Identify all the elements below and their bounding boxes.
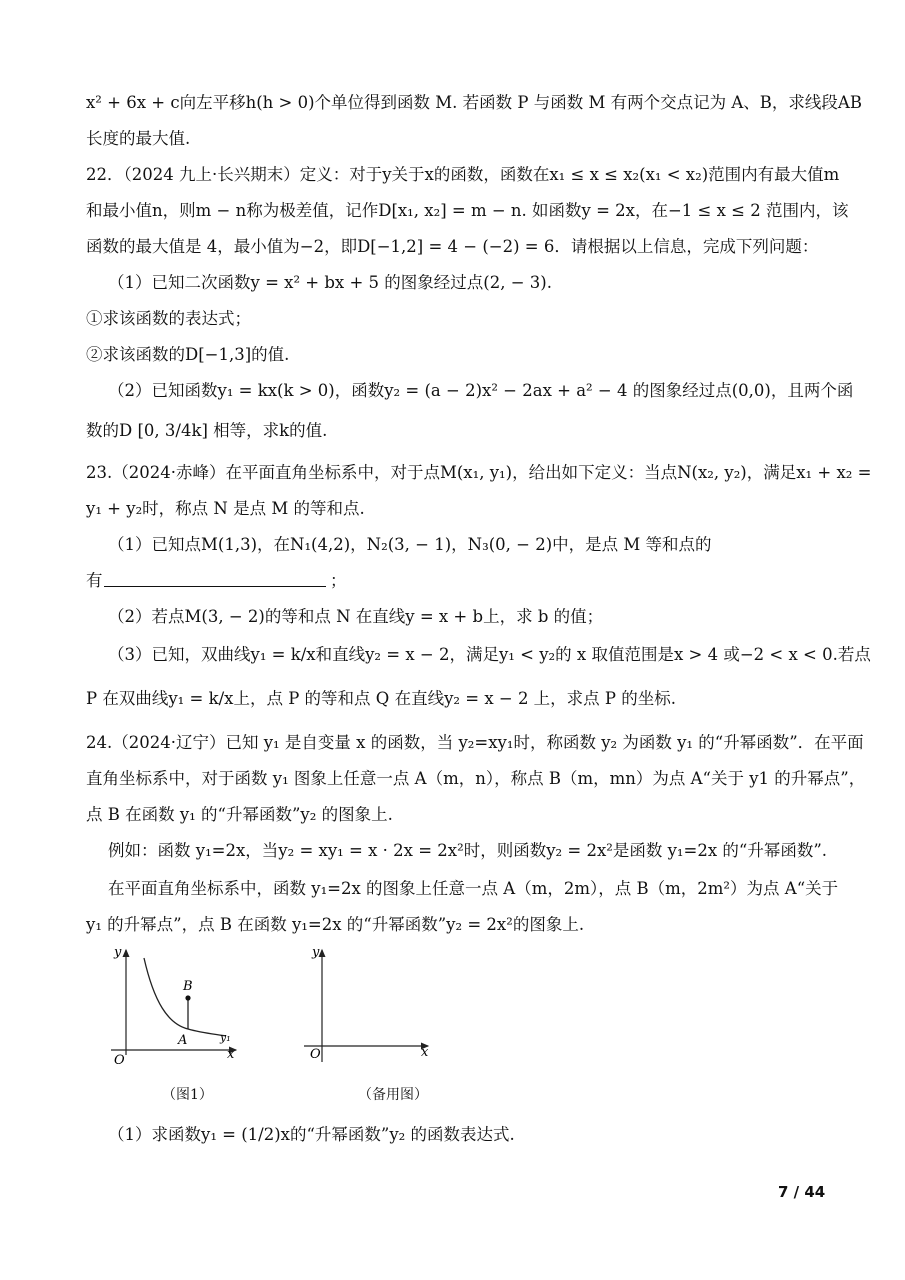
- backup-figure-graph: [296, 940, 446, 1070]
- text-line: 点 B 在函数 y₁ 的“升幂函数”y₂ 的图象上.: [86, 805, 393, 824]
- figure-1-caption: （图1）: [162, 1087, 213, 1103]
- label-y: y: [114, 945, 122, 960]
- text-line: x² + 6x + c向左平移h(h > 0)个单位得到函数 M. 若函数 P 与函数 M 有两个交点记为 A、B，求线段AB: [86, 93, 862, 112]
- label-a: A: [178, 1033, 188, 1048]
- backup-figure-caption: （备用图）: [358, 1087, 428, 1103]
- figure-1-graph: [96, 940, 256, 1070]
- question-23: 23.（2024·赤峰）在平面直角坐标系中，对于点M(x₁, y₁)，给出如下定义：当点N(x₂, y₂)，满足x₁ + x₂ =: [86, 463, 872, 482]
- text-line: ②求该函数的D[−1,3]的值.: [86, 345, 290, 364]
- text-line: 在平面直角坐标系中，函数 y₁=2x 的图象上任意一点 A（m，2m），点 B（m，2m²）为点 A“关于: [108, 879, 839, 898]
- text-line: 直角坐标系中，对于函数 y₁ 图象上任意一点 A（m，n），称点 B（m，mn）为点 A“关于 y1 的升幂点”，: [86, 769, 866, 788]
- label-origin: O: [114, 1053, 125, 1068]
- answer-blank: [104, 586, 326, 587]
- question-22: 22．（2024 九上·长兴期末）定义：对于y关于x的函数，函数在x₁ ≤ x ≤ x₂(x₁ < x₂)范围内有最大值m: [86, 165, 840, 184]
- text-line: 例如：函数 y₁=2x，当y₂ = xy₁ = x · 2x = 2x²时，则函数y₂ = 2x²是函数 y₁=2x 的“升幂函数”.: [108, 841, 828, 860]
- text-line: 数的D [0, 3/4k] 相等，求k的值.: [86, 421, 328, 440]
- label-b: B: [183, 979, 193, 994]
- label-origin: O: [310, 1047, 321, 1062]
- text-line: （3）已知，双曲线y₁ = k/x和直线y₂ = x − 2，满足y₁ < y₂的 x 取值范围是x > 4 或−2 < x < 0.若点: [108, 645, 871, 664]
- text-line: ；: [330, 571, 347, 590]
- question-24: 24.（2024·辽宁）已知 y₁ 是自变量 x 的函数，当 y₂=xy₁时，称函数 y₂ 为函数 y₁ 的“升幂函数”．在平面: [86, 733, 864, 752]
- text-line: （2）已知函数y₁ = kx(k > 0)，函数y₂ = (a − 2)x² − 2ax + a² − 4 的图象经过点(0,0)，且两个函: [108, 381, 854, 400]
- text-line: y₁ + y₂时，称点 N 是点 M 的等和点.: [86, 499, 365, 518]
- curve-y1: [144, 958, 226, 1036]
- page-number: 7 / 44: [778, 1183, 826, 1201]
- label-x: x: [421, 1045, 429, 1060]
- text-line: 和最小值n，则m − n称为极差值，记作D[x₁, x₂] = m − n. 如函数y = 2x，在−1 ≤ x ≤ 2 范围内，该: [86, 201, 849, 220]
- text-line: （1）已知点M(1,3)，在N₁(4,2)，N₂(3, − 1)，N₃(0, − 2)中，是点 M 等和点的: [108, 535, 712, 554]
- text-line: （1）求函数y₁ = (1/2)x的“升幂函数”y₂ 的函数表达式.: [108, 1125, 515, 1144]
- label-curve: y₁: [220, 1031, 231, 1044]
- text-line: ①求该函数的表达式；: [86, 309, 251, 328]
- text-line: P 在双曲线y₁ = k/x上，点 P 的等和点 Q 在直线y₂ = x − 2 上，求点 P 的坐标.: [86, 689, 677, 708]
- label-x: x: [227, 1047, 235, 1062]
- label-y: y: [312, 945, 320, 960]
- text-line: （2）若点M(3, − 2)的等和点 N 在直线y = x + b上，求 b 的值；: [108, 607, 604, 626]
- text-line: y₁ 的升幂点”，点 B 在函数 y₁=2x 的“升幂函数”y₂ = 2x²的图象上.: [86, 915, 585, 934]
- text-line: 长度的最大值.: [86, 129, 191, 148]
- point-b: [185, 995, 190, 1000]
- text-line: 函数的最大值是 4，最小值为−2，即D[−1,2] = 4 − (−2) = 6．请根据以上信息，完成下列问题：: [86, 237, 819, 256]
- text-line: （1）已知二次函数y = x² + bx + 5 的图象经过点(2, − 3).: [108, 273, 552, 292]
- text-line: 有: [86, 571, 103, 590]
